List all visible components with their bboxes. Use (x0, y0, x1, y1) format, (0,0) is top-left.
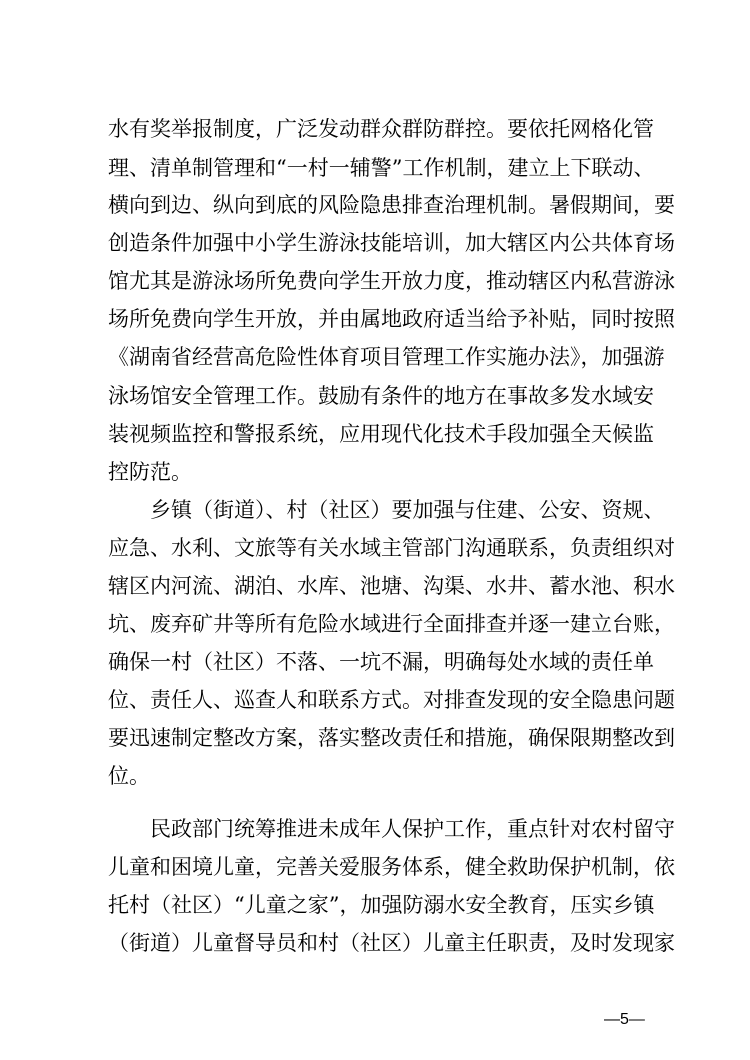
paragraph-2-line-8: 位。 (108, 764, 150, 788)
paragraph-1-line-9: 装视频监控和警报系统，应用现代化技术手段加强全天候监 (108, 422, 654, 446)
paragraph-1-line-6: 场所免费向学生开放，并由属地政府适当给予补贴，同时按照 (108, 307, 675, 331)
paragraph-1-line-1: 水有奖举报制度，广泛发动群众群防群控。要依托网格化管 (108, 117, 654, 141)
paragraph-3-line-4: （街道）儿童督导员和村（社区）儿童主任职责，及时发现家 (108, 931, 675, 955)
paragraph-1-line-3: 横向到边、纵向到底的风险隐患排查治理机制。暑假期间，要 (108, 193, 675, 217)
paragraph-1-line-10: 控防范。 (108, 460, 192, 484)
paragraph-3-line-1: 民政部门统筹推进未成年人保护工作，重点针对农村留守 (150, 817, 675, 841)
paragraph-2-line-7: 要迅速制定整改方案，落实整改责任和措施，确保限期整改到 (108, 726, 675, 750)
paragraph-2-line-6: 位、责任人、巡查人和联系方式。对排查发现的安全隐患问题 (108, 688, 675, 712)
paragraph-1-line-7: 《湖南省经营高危险性体育项目管理工作实施办法》，加强游 (108, 345, 665, 369)
paragraph-2-line-2: 应急、水利、文旅等有关水域主管部门沟通联系，负责组织对 (108, 536, 675, 560)
paragraph-2-line-4: 坑、废弃矿井等所有危险水域进行全面排查并逐一建立台账， (108, 612, 675, 636)
paragraph-1-line-5: 馆尤其是游泳场所免费向学生开放力度，推动辖区内私营游泳 (108, 269, 675, 293)
paragraph-2-line-3: 辖区内河流、湖泊、水库、池塘、沟渠、水井、蓄水池、积水 (108, 574, 675, 598)
paragraph-1-line-2: 理、清单制管理和“一村一辅警”工作机制，建立上下联动、 (108, 156, 655, 180)
paragraph-2-line-5: 确保一村（社区）不落、一坑不漏，明确每处水域的责任单 (108, 650, 654, 674)
paragraph-1-line-4: 创造条件加强中小学生游泳技能培训，加大辖区内公共体育场 (108, 231, 675, 255)
paragraph-1-line-8: 泳场馆安全管理工作。鼓励有条件的地方在事故多发水域安 (108, 384, 654, 408)
paragraph-3-line-2: 儿童和困境儿童，完善关爱服务体系，健全救助保护机制，依 (108, 855, 675, 879)
page-number: —5— (604, 1011, 645, 1028)
paragraph-2-line-1: 乡镇（街道）、村（社区）要加强与住建、公安、资规、 (150, 498, 665, 522)
paragraph-3-line-3: 托村（社区）“儿童之家”，加强防溺水安全教育，压实乡镇 (108, 893, 655, 917)
